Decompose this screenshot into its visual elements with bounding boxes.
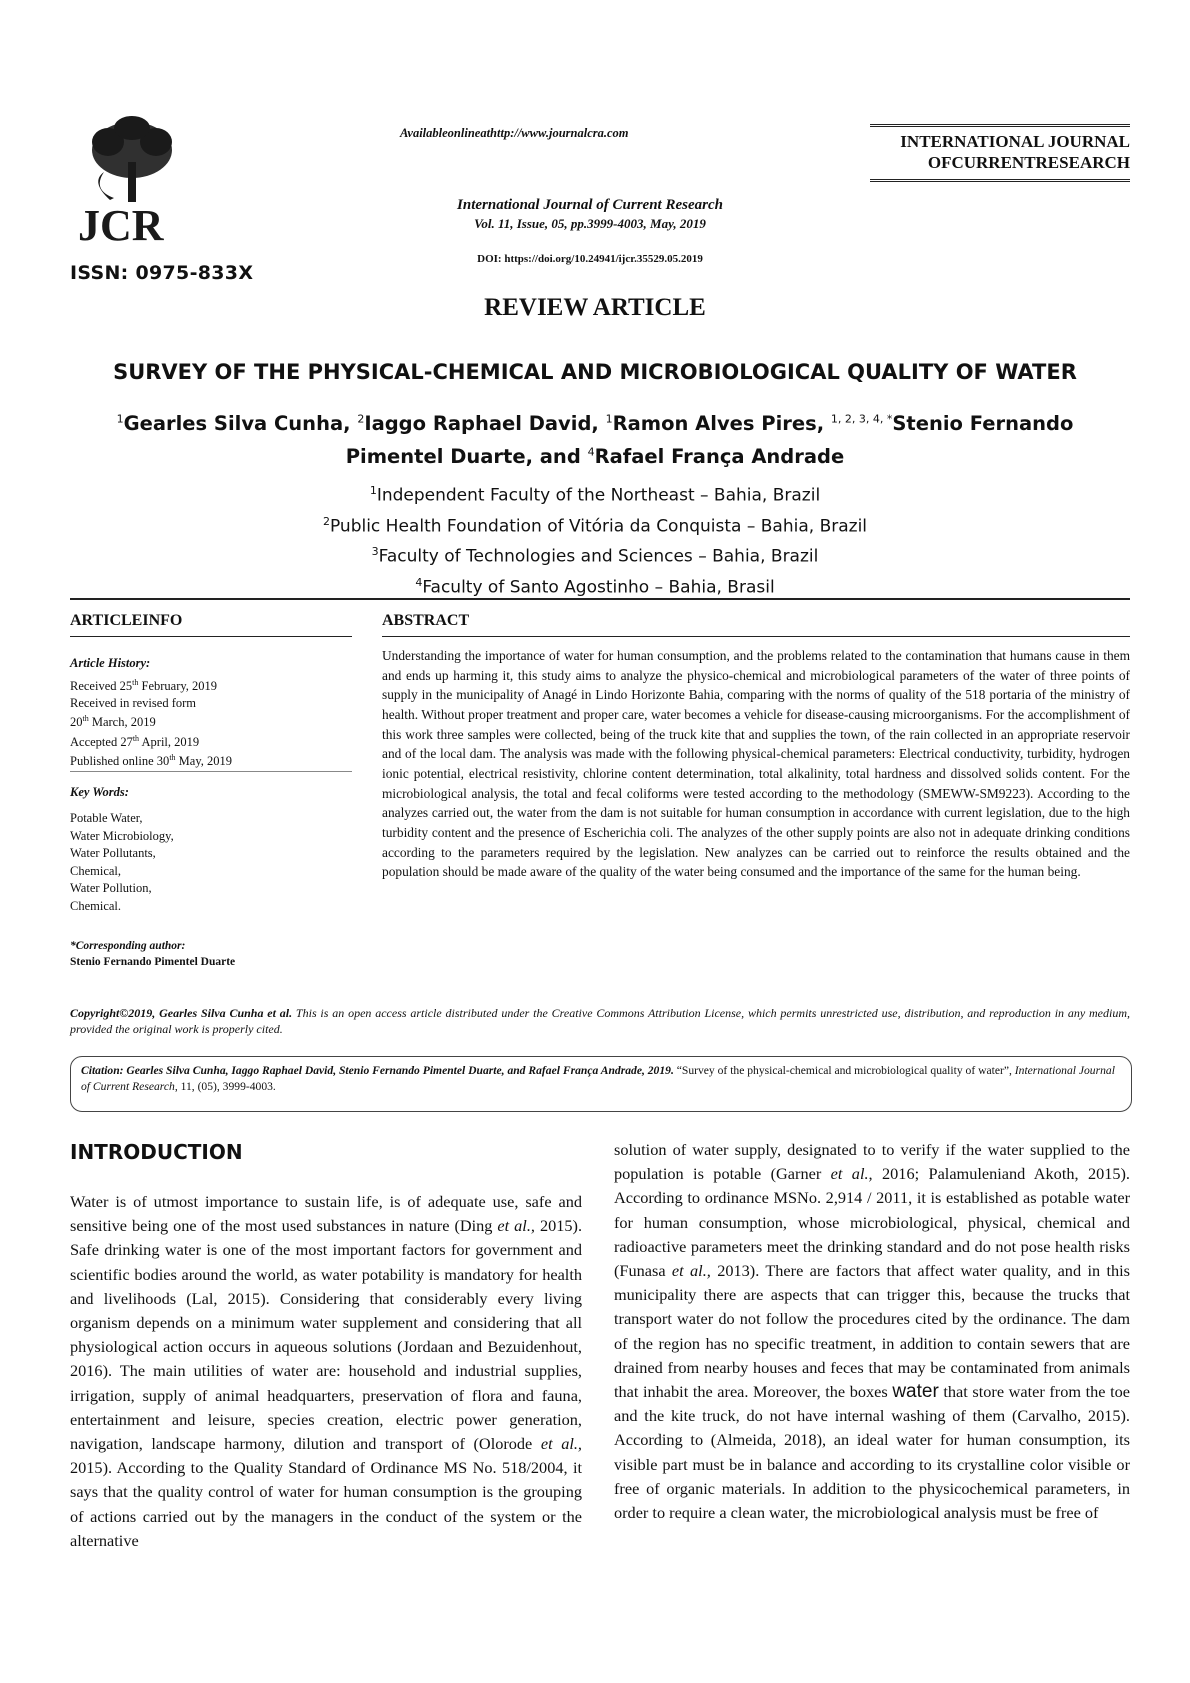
- keywords-label: Key Words:: [70, 785, 129, 799]
- abstract-rule: [382, 636, 1130, 637]
- affiliation: $^2$Public Health Foundation of Vitória da Conquista – Bahia, Brazil: [322, 514, 868, 537]
- history-item: Received 25th February, 2019: [70, 678, 218, 694]
- affiliation: $^4$Faculty of Santo Agostinho – Bahia, Brasil: [415, 575, 775, 598]
- journal-name: International Journal of Current Research: [457, 197, 723, 213]
- author: $^4$Rafael França Andrade: [587, 445, 845, 468]
- abstract-text: Understanding the importance of water for human consumption, and the problems related to the contamination that humans cause in them and ends up harming it, this study aims to analyze the physico-chemical and microbiological parameters of the water of three points of supply in the municipality of Anagé in Lindo Horizonte Bahia, comparing with the norms of quality of the 518 portaria of the ministry of health. Without proper treatment and proper care, water becomes a vehicle for disease-causing microorganisms. For the accomplishment of this work three samples were collected, being of the truck kite that and supplies the town, of the rain collected in an appropriate reservoir and of the local dam. The analysis was made with the following physical-chemical parameters: Electrical conductivity, turbidity, hydrogen ionic potential, electrical resistivity, chlorine content determination, total alkalinity, total hardness and dissolved solids content. For the microbiological analysis, the total and fecal coliforms were tested according to the methodology (SMEWW-SM9223). According to the analyzes carried out, the water from the dam is not suitable for human consumption in accordance with current legislation, due to the high turbidity content and the presence of Escherichia coli. The analyzes of the other supply points are also not in adequate drinking conditions according to the parameters required by the legislation. New analyzes can be carried out to reinforce the results obtained and the population should be made aware of the quality of the water being consumed and the importance of the same for the human being.: [382, 648, 1130, 880]
- keyword: Water Pollutants,: [70, 846, 156, 860]
- history-item: Accepted 27th April, 2019: [70, 733, 200, 749]
- journal-box-line2: OFCURRENTRESEARCH: [927, 153, 1130, 172]
- article-history: [70, 675, 232, 770]
- section-divider: [70, 598, 1130, 600]
- author: $^{1, 2, 3, 4, *}$Stenio Fernando Pimentel Duarte, and: [345, 411, 1074, 468]
- keyword: Chemical.: [70, 898, 122, 913]
- article-info-divider: [70, 771, 352, 772]
- affiliations: [200, 478, 990, 601]
- article-type: REVIEW ARTICLE: [484, 294, 706, 321]
- issn: ISSN: 0975-833X: [70, 262, 254, 284]
- article-history-label: Article History:: [70, 656, 151, 670]
- citation-box: Citation: Gearles Silva Cunha, Iaggo Raphael David, Stenio Fernando Pimentel Duarte, and Rafael França Andrade, 2019. “Survey of the physical-chemical and microbiological quality of water”, International Journal of Current Research, 11, (05), 3999-4003.: [70, 1056, 1132, 1112]
- available-online-link[interactable]: Availableonlineathttp://www.journalcra.com: [400, 126, 629, 140]
- history-item: Received in revised form: [70, 695, 196, 710]
- affiliation: $^3$Faculty of Technologies and Sciences – Bahia, Brazil: [371, 545, 819, 567]
- article-info-rule: [70, 636, 352, 637]
- corresponding-author-label: *Corresponding author:: [70, 940, 186, 952]
- author-list: [80, 404, 1110, 471]
- history-item: 20th March, 2019: [70, 714, 156, 730]
- history-item: Published online 30th May, 2019: [70, 753, 233, 769]
- introduction-right-column: solution of water supply, designated to to verify if the water supplied to the population is potable (Garner et al., 2016; Palamuleniand Akoth, 2015). According to ordinance MSNo. 2,914 / 2011, it is established as potable water for human consumption, whose microbiological, physical, chemical and radioactive parameters meet the drinking standard and do not pose health risks (Funasa et al., 2013). There are factors that affect water quality, and in this municipality there are aspects that can trigger this, because the trucks that transport water do not follow the procedures cited by the ordinance. The dam of the region has no specific treatment, in addition to contain sewers that are drained from nearby houses and feces that may be contaminated from animals that inhabit the area. Moreover, the boxes water that store water from the toe and the kite truck, do not have internal washing of them (Carvalho, 2015). According to (Almeida, 2018), an ideal water for human consumption, its visible part must be in balance and according to its crystalline color visible or free of organic materials. In addition to the physicochemical parameters, in order to require a clean water, the microbiological analysis must be free of: [614, 1140, 1131, 1523]
- keywords-list: [70, 810, 174, 915]
- journal-box-line1: INTERNATIONAL JOURNAL: [900, 132, 1130, 151]
- affiliation: $^1$Independent Faculty of the Northeast – Bahia, Brazil: [369, 484, 821, 506]
- doi-link[interactable]: DOI: https://doi.org/10.24941/ijcr.35529.05.2019: [477, 253, 703, 265]
- author: $^1$Gearles Silva Cunha,: [116, 411, 358, 435]
- introduction-left-column: Water is of utmost importance to sustain life, is of adequate use, safe and sensitive being one of the most used substances in nature (Ding et al., 2015). Safe drinking water is one of the most important factors for government and scientific bodies around the world, as water potability is mandatory for health and livelihoods (Lal, 2015). Considering that considerably every living organism depends on a minimum water supplement and considering that all physiological action occurs in aqueous solutions (Jordaan and Bezuidenhout, 2016). The main utilities of water are: household and industrial supplies, irrigation, supply of animal headquarters, preservation of flora and fauna, entertainment and leisure, species creation, electric power generation, navigation, landscape harmony, dilution and transport of (Olorode et al., 2015). According to the Quality Standard of Ordinance MS No. 518/2004, it says that the quality control of water for human consumption is the grouping of actions carried out by the managers in the conduct of the system or the alternative: [70, 1192, 583, 1550]
- corresponding-author-name: Stenio Fernando Pimentel Duarte: [70, 956, 236, 968]
- keyword: Potable Water,: [70, 811, 143, 825]
- article-info-heading: ARTICLEINFO: [70, 612, 183, 629]
- author: $^1$Ramon Alves Pires,: [605, 411, 831, 435]
- author: $^2$Iaggo Raphael David,: [357, 411, 606, 435]
- keyword: Water Pollution,: [70, 881, 152, 895]
- keyword: Chemical,: [70, 863, 122, 878]
- svg-text:JCR: JCR: [78, 201, 164, 250]
- paper-title: SURVEY OF THE PHYSICAL-CHEMICAL AND MICROBIOLOGICAL QUALITY OF WATER: [113, 360, 1077, 384]
- abstract-heading: ABSTRACT: [382, 612, 470, 629]
- journal-name-box: [870, 124, 1130, 182]
- introduction-heading: INTRODUCTION: [70, 1140, 243, 1164]
- keyword: Water Microbiology,: [70, 828, 174, 843]
- journal-volume: Vol. 11, Issue, 05, pp.3999-4003, May, 2019: [474, 216, 706, 231]
- copyright-notice: Copyright©2019, Gearles Silva Cunha et al. This is an open access article distributed under the Creative Commons Attribution License, which permits unrestricted use, distribution, and reproduction in any medium, provided the original work is properly cited.: [70, 1006, 1130, 1036]
- journal-logo: [70, 112, 198, 252]
